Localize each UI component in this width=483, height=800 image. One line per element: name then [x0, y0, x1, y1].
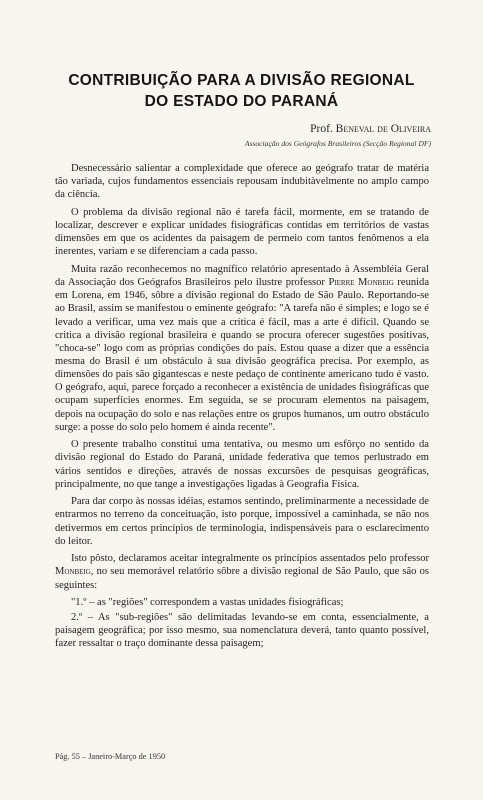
- article-title-line-1: CONTRIBUIÇÃO PARA A DIVISÃO REGIONAL: [68, 72, 415, 89]
- body-paragraph: [55, 552, 429, 591]
- author-prefix: Prof.: [310, 123, 333, 135]
- body-paragraph: O problema da divisão regional não é tarefa fácil, mormente, em se tratando de localizar, descrever e explicar unidades fisiográficas contidas em territórios de vastas dimensões em que os acidentes da paisagem de permeio com tantos fenômenos a ela inerentes, variam e se diferenciam a cada passo.: [55, 206, 429, 258]
- paragraph-text: Isto pôsto, declaramos aceitar integralmente os princípios assentados pelo professor: [71, 553, 429, 565]
- article-title: [40, 70, 443, 112]
- body-paragraph: Para dar corpo às nossas idéias, estamos sentindo, preliminarmente a necessidade de entrarmos no terreno da conceituação, isto porque, impossível a caminhada, se não nos detivermos em certos princípios de terminologia, indispensáveis para o esclarecimento do leitor.: [55, 496, 429, 547]
- cited-author-name: Monbeig: [55, 566, 91, 578]
- article-body: [55, 162, 429, 652]
- paragraph-text: , no seu memorável relatório sôbre a divisão regional de São Paulo, que são os seguintes:: [55, 566, 429, 591]
- body-paragraph: [55, 263, 429, 434]
- body-paragraph: O presente trabalho constitui uma tentativa, ou mesmo um esfôrço no sentido da divisão regional do Estado do Paraná, unidade federativa que temos perlustrado em vários sentidos e direções, através de nossas excursões de pesquisas geográficas, principalmente, no que tange a investigações ligadas à Geografia Física.: [55, 439, 429, 490]
- paragraph-text: Muita razão reconhecemos no magnífico relatório apresentado à Assembléia Geral da Associação dos Geógrafos Brasileiros pelo ilustre professor: [55, 263, 429, 289]
- principle-item: 2.º – As "sub-regiões" são delimitadas levando-se em conta, essencialmente, a paisagem geográfica; por isso mesmo, sua nomenclatura deverá, tanto quanto possível, fazer ressaltar o traço dominante dessa paisagem;: [55, 611, 429, 650]
- article-title-line-2: DO ESTADO DO PARANÁ: [144, 93, 339, 110]
- page-footer: Pág. 55 – Janeiro-Março de 1950: [55, 752, 166, 761]
- body-paragraph: Desnecessário salientar a complexidade que oferece ao geógrafo tratar de matéria tão variada, cujos fundamentos essenciais repousam indubitàvelmente no amplo campo da ciência.: [55, 163, 429, 201]
- author-name: Beneval de Oliveira: [335, 123, 431, 135]
- principle-item: "1.º – as "regiões" correspondem a vastas unidades fisiográficas;: [71, 597, 344, 609]
- author-byline: [310, 123, 431, 135]
- author-affiliation: Associação dos Geógrafos Brasileiros (Secção Regional DF): [244, 139, 431, 148]
- paragraph-text: reunida em Lorena, em 1946, sôbre a divisão regional do Estado de São Paulo. Reportando-se ao Brasil, assim se manifestou o eminente geógrafo: "A tarefa não é simples; e logo se é levado a verificar, uma vez mais que a crítica é fácil, mas a arte é difícil. Quando se critica a divisão regional brasileira e quando se procura oferecer sugestões positivas, "choca-se" logo com as próprias condições do país. Estou quase a dizer que a essência mesma do Brasil é um obstáculo à sua divisão geográfica precisa. Por exemplo, as dimensões do país são gigantescas e neste pedaço de continente americano tudo é vasto. O geógrafo, aqui, parece forçado a reconhecer a existência de unidades fisiográficas que ocupam superfícies enormes. Em seguida, se se procuram elementos na paisagem, depois na ocupação do solo e nas relações entre os grupos humanos, um outro obstáculo surge: a posse do solo pelo homem é ainda recente".: [55, 277, 430, 433]
- cited-author-name: Pierre Monbeig: [328, 277, 394, 289]
